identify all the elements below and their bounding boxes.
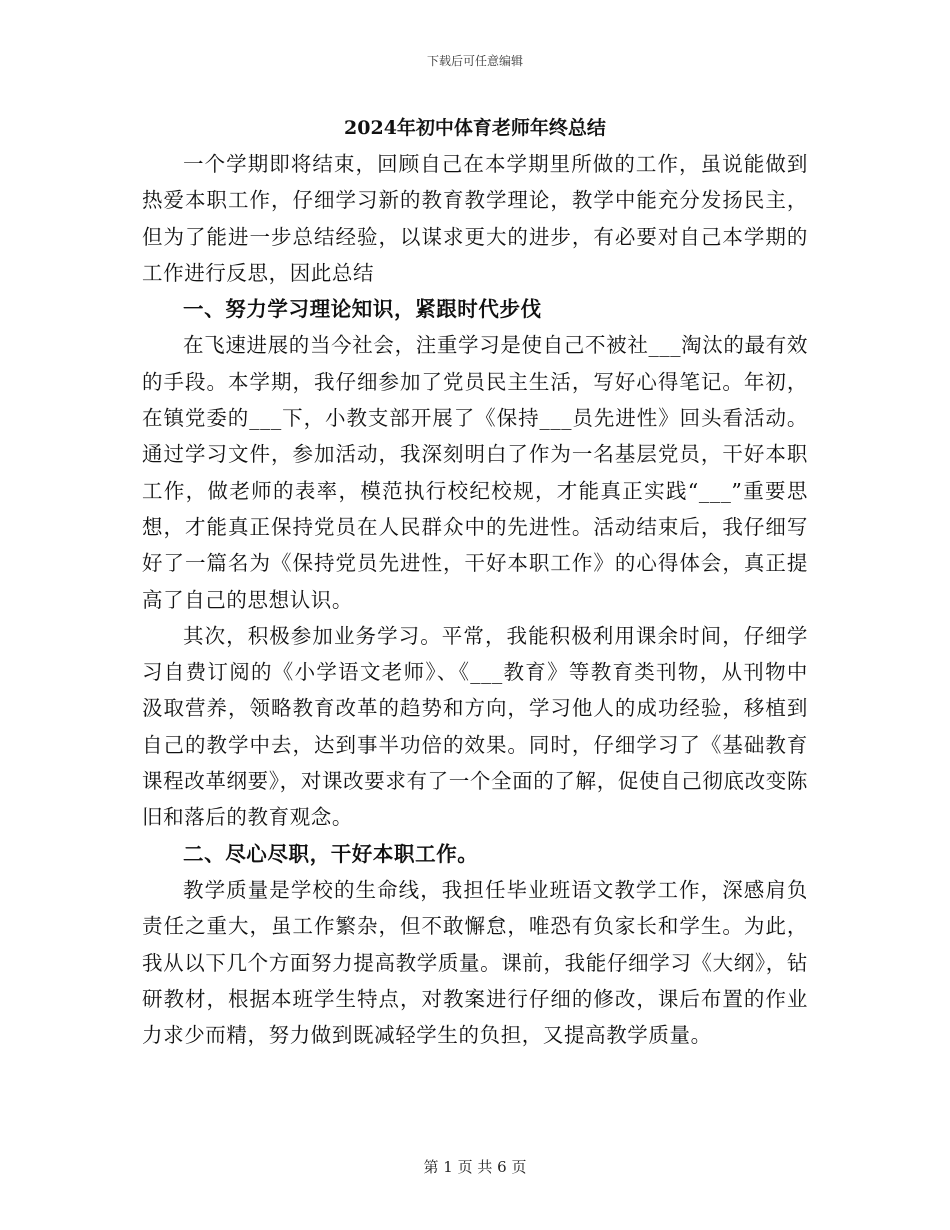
page-footer: 第 1 页 共 6 页: [423, 1158, 527, 1176]
document-title: 2024年初中体育老师年终总结: [344, 117, 606, 139]
section-1-paragraph-2: 其次，积极参加业务学习。平常，我能积极利用课余时间，仔细学习自费订阅的《小学语文老师》、《___教育》等教育类刊物，从刊物中汲取营养，领略教育改革的趋势和方向，学习他人的成功经验，移植到自己的教学中去，达到事半功倍的效果。同时，仔细学习了《基础教育课程改革纲要》，对课改要求有了一个全面的了解，促使自己彻底改变陈旧和落后的教育观念。: [142, 623, 808, 830]
section-1-paragraph-1: 在飞速进展的当今社会，注重学习是使自己不被社___淘汰的最有效的手段。本学期，我仔细参加了党员民主生活，写好心得笔记。年初，在镇党委的___下，小教支部开展了《保持___员先进性》回头看活动。通过学习文件，参加活动，我深刻明白了作为一名基层党员，干好本职工作，做老师的表率，模范执行校纪校规，才能真正实践“___”重要思想，才能真正保持党员在人民群众中的先进性。活动结束后，我仔细写好了一篇名为《保持党员先进性，干好本职工作》的心得体会，真正提高了自己的思想认识。: [142, 333, 808, 612]
section-heading-2: 二、尽心尽职，干好本职工作。: [183, 841, 479, 866]
page-header: 下载后可任意编辑: [426, 54, 523, 68]
document-body: [142, 110, 808, 1053]
intro-paragraph: 一个学期即将结束，回顾自己在本学期里所做的工作，虽说能做到热爱本职工作，仔细学习新的教育教学理论，教学中能充分发扬民主，但为了能进一步总结经验，以谋求更大的进步，有必要对自己本学期的工作进行反思，因此总结: [142, 152, 808, 285]
section-2-paragraph-1: 教学质量是学校的生命线，我担任毕业班语文教学工作，深感肩负责任之重大，虽工作繁杂，但不敢懈怠，唯恐有负家长和学生。为此，我从以下几个方面努力提高教学质量。课前，我能仔细学习《大纲》，钻研教材，根据本班学生特点，对教案进行仔细的修改，课后布置的作业力求少而精，努力做到既减轻学生的负担，又提高教学质量。: [142, 877, 808, 1048]
section-heading-1: 一、努力学习理论知识，紧跟时代步伐: [183, 297, 542, 322]
